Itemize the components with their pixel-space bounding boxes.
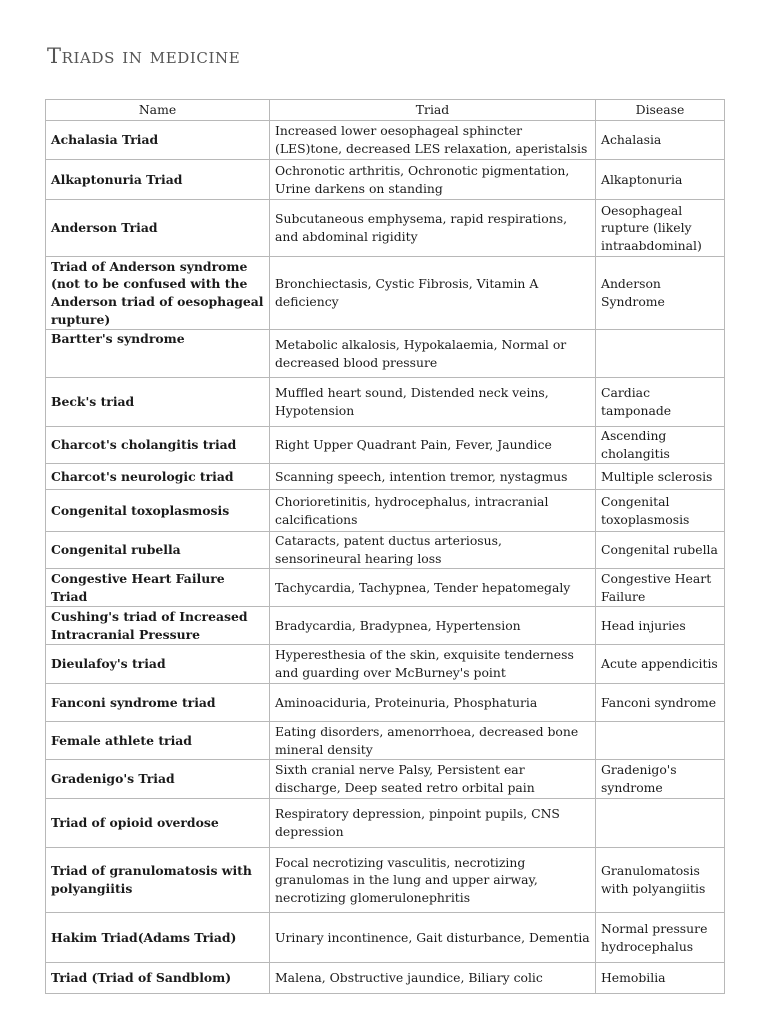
row-disease: Head injuries (596, 607, 725, 645)
table-row (46, 378, 725, 427)
table-row (46, 722, 725, 760)
table-row (46, 848, 725, 913)
row-disease: Acute appendicitis (596, 645, 725, 684)
table-row (46, 645, 725, 684)
table-row (46, 569, 725, 607)
row-triad: Focal necrotizing vasculitis, necrotizing granulomas in the lung and upper airway, necrotizing glomerulonephritis (270, 848, 596, 913)
row-triad: Respiratory depression, pinpoint pupils, CNS depression (270, 799, 596, 848)
row-disease: Hemobilia (596, 963, 725, 994)
row-disease: Achalasia (596, 121, 725, 160)
triads-table (45, 99, 725, 994)
row-name: Gradenigo's Triad (46, 760, 270, 799)
row-triad: Aminoaciduria, Proteinuria, Phosphaturia (270, 684, 596, 722)
row-disease (596, 722, 725, 760)
row-disease (596, 799, 725, 848)
row-disease: Congenital rubella (596, 532, 725, 569)
row-triad: Malena, Obstructive jaundice, Biliary colic (270, 963, 596, 994)
row-triad: Increased lower oesophageal sphincter (LES)tone, decreased LES relaxation, aperistalsis (270, 121, 596, 160)
row-name: Charcot's cholangitis triad (46, 427, 270, 464)
table-row (46, 913, 725, 963)
table-row (46, 121, 725, 160)
column-header-name: Name (46, 100, 270, 121)
row-disease: Congenital toxoplasmosis (596, 490, 725, 532)
row-name: Triad of Anderson syndrome (not to be confused with the Anderson triad of oesophageal rupture) (46, 257, 270, 330)
row-name: Achalasia Triad (46, 121, 270, 160)
row-name: Beck's triad (46, 378, 270, 427)
table-row (46, 963, 725, 994)
row-disease: Fanconi syndrome (596, 684, 725, 722)
row-name: Congenital toxoplasmosis (46, 490, 270, 532)
row-triad: Subcutaneous emphysema, rapid respirations, and abdominal rigidity (270, 200, 596, 257)
table-row (46, 200, 725, 257)
row-disease: Ascending cholangitis (596, 427, 725, 464)
row-name: Anderson Triad (46, 200, 270, 257)
row-triad: Bradycardia, Bradypnea, Hypertension (270, 607, 596, 645)
row-name: Female athlete triad (46, 722, 270, 760)
row-disease: Anderson Syndrome (596, 257, 725, 330)
row-triad: Sixth cranial nerve Palsy, Persistent ear discharge, Deep seated retro orbital pain (270, 760, 596, 799)
row-disease: Granulomatosis with polyangiitis (596, 848, 725, 913)
row-triad: Bronchiectasis, Cystic Fibrosis, Vitamin A deficiency (270, 257, 596, 330)
row-triad: Cataracts, patent ductus arteriosus, sensorineural hearing loss (270, 532, 596, 569)
row-disease: Normal pressure hydrocephalus (596, 913, 725, 963)
row-name: Bartter's syndrome (46, 330, 270, 378)
row-triad: Hyperesthesia of the skin, exquisite tenderness and guarding over McBurney's point (270, 645, 596, 684)
row-disease: Multiple sclerosis (596, 464, 725, 490)
row-name: Charcot's neurologic triad (46, 464, 270, 490)
table-row (46, 607, 725, 645)
row-triad: Scanning speech, intention tremor, nystagmus (270, 464, 596, 490)
row-disease: Gradenigo's syndrome (596, 760, 725, 799)
row-triad: Tachycardia, Tachypnea, Tender hepatomegaly (270, 569, 596, 607)
row-disease: Oesophageal rupture (likely intraabdominal) (596, 200, 725, 257)
row-name: Triad (Triad of Sandblom) (46, 963, 270, 994)
row-name: Hakim Triad(Adams Triad) (46, 913, 270, 963)
row-triad: Eating disorders, amenorrhoea, decreased bone mineral density (270, 722, 596, 760)
table-row (46, 160, 725, 200)
row-disease: Cardiac tamponade (596, 378, 725, 427)
row-disease: Congestive Heart Failure (596, 569, 725, 607)
table-row (46, 799, 725, 848)
row-triad: Ochronotic arthritis, Ochronotic pigmentation, Urine darkens on standing (270, 160, 596, 200)
table-row (46, 257, 725, 330)
row-disease: Alkaptonuria (596, 160, 725, 200)
table-row (46, 684, 725, 722)
row-name: Triad of granulomatosis with polyangiitis (46, 848, 270, 913)
row-name: Congestive Heart Failure Triad (46, 569, 270, 607)
row-name: Cushing's triad of Increased Intracranial Pressure (46, 607, 270, 645)
row-triad: Chorioretinitis, hydrocephalus, intracranial calcifications (270, 490, 596, 532)
row-name: Dieulafoy's triad (46, 645, 270, 684)
row-disease (596, 330, 725, 378)
column-header-disease: Disease (596, 100, 725, 121)
row-triad: Muffled heart sound, Distended neck veins, Hypotension (270, 378, 596, 427)
page-title: Triads in medicine (47, 44, 241, 68)
row-name: Fanconi syndrome triad (46, 684, 270, 722)
table-row (46, 760, 725, 799)
row-name: Alkaptonuria Triad (46, 160, 270, 200)
row-name: Congenital rubella (46, 532, 270, 569)
row-triad: Urinary incontinence, Gait disturbance, Dementia (270, 913, 596, 963)
column-header-triad: Triad (270, 100, 596, 121)
table-row (46, 532, 725, 569)
row-triad: Metabolic alkalosis, Hypokalaemia, Normal or decreased blood pressure (270, 330, 596, 378)
table-row (46, 490, 725, 532)
row-name: Triad of opioid overdose (46, 799, 270, 848)
table-row (46, 330, 725, 378)
row-triad: Right Upper Quadrant Pain, Fever, Jaundice (270, 427, 596, 464)
table-header-row (46, 100, 725, 121)
table-row (46, 427, 725, 464)
table-row (46, 464, 725, 490)
